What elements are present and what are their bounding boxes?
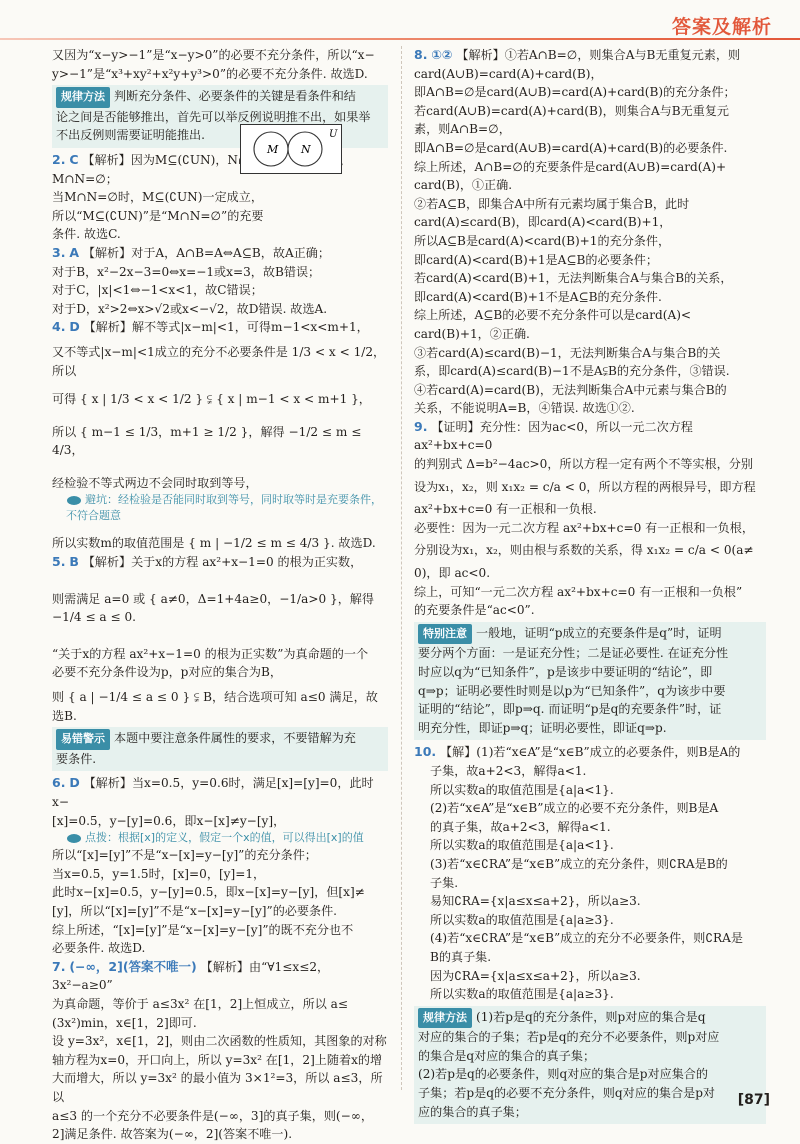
text-line: 所以实数a的取值范围是{a|a<1}. (430, 838, 614, 853)
text-line: [y]，所以“[x]=[y]”不是“x−[x]=y−[y]”的必要条件. (52, 903, 338, 918)
text-line: 则 { a | −1/4 ≤ a ≤ 0 } ⫋ B，结合选项可知 a≤0 满足，故选B. (52, 690, 378, 723)
venn-label-n: N (301, 143, 311, 156)
text-line: 综上，可知“一元二次方程 ax²+bx+c=0 有一正根和一负根” (414, 584, 743, 599)
text-line: (3)若“x∈∁RA”是“x∈B”成立的充分条件，则∁RA是B的 (430, 856, 728, 871)
text-line: 综上所述，A∩B=∅的充要条件是card(A∪B)=card(A)+ (414, 159, 727, 174)
question-number: 5. (52, 554, 66, 570)
text-line: 【证明】充分性：因为ac<0，所以一元二次方程 ax²+bx+c=0 (414, 419, 693, 453)
text-line: 又因为“x−y>−1”是“x−y>0”的必要不充分条件，所以“x− (52, 48, 375, 62)
text-line: card(B)+1，②正确. (414, 326, 530, 341)
text-line: card(B)，①正确. (414, 178, 513, 193)
text-line: 当M∩N=∅时，M⊆(∁UN)一定成立， (52, 190, 263, 205)
question-6 (52, 774, 388, 957)
text-line: 所以“M⊆(∁UN)”是“M∩N=∅”的充要 (52, 208, 264, 223)
text-line: 的真子集，故a+2<3，解得a<1. (430, 819, 611, 834)
text-line: card(A∪B)=card(A)+card(B)， (414, 66, 603, 81)
text-line: 则需满足 a=0 或 { a≠0，Δ=1+4a≥0，−1/a>0 }，解得 −1/4 ≤ a ≤ 0. (52, 591, 374, 625)
text-line: 必要性：因为一元二次方程 ax²+bx+c=0 有一正根和一负根， (414, 520, 754, 535)
question-answer: B (69, 554, 79, 570)
question-answer: ①② (431, 47, 453, 62)
text-line: 又不等式|x−m|<1成立的充分不必要条件是 1/3 < x < 1/2，所以 (52, 344, 386, 378)
text-line: 所以实数a的取值范围是{a|a<1}. (430, 782, 614, 797)
tip-text: 要分两个方面：一是证充分性；二是证必要性. 在证充分性 (418, 646, 729, 661)
tip-text: 一般地，证明“p成立的充要条件是q”时，证明 (476, 625, 722, 640)
tip-label: 特别注意 (418, 624, 472, 645)
text-line: 所以“[x]=[y]”不是“x−[x]=y−[y]”的充分条件； (52, 848, 317, 863)
tip-text: 判断充分条件、必要条件的关键是看条件和结 (114, 89, 356, 104)
tip-label: 规律方法 (418, 1008, 472, 1029)
text-line: ax²+bx+c=0 有一正根和一负根. (414, 502, 597, 517)
avoid-pitfall-note (52, 492, 388, 524)
text-line: 经检验不等式两边不会同时取到等号， (52, 475, 258, 490)
page-header-title: 答案及解析 (671, 16, 772, 38)
text-line: (2)若“x∈A”是“x∈B”成立的必要不充分条件，则B是A (430, 801, 719, 816)
question-number: 7. (52, 958, 66, 974)
method-tip-box (414, 1006, 766, 1125)
text-line: 所以 { m−1 ≤ 1/3，m+1 ≥ 1/2 }，解得 −1/2 ≤ m ≤ 4/3， (52, 424, 362, 458)
text-line: 必要不充分条件设为p，p对应的集合为B， (52, 665, 282, 680)
page-number: [87] (737, 1092, 770, 1108)
text-line: a≤3 的一个充分不必要条件是(−∞，3]的真子集，则(−∞， (52, 1108, 373, 1123)
error-warning-box (52, 727, 388, 771)
question-number: 3. (52, 244, 66, 260)
text-line: 系，即card(A)≤card(B)−1不是A⫋B的充分条件，③错误. (414, 364, 730, 379)
text-line: “关于x的方程 ax²+x−1=0 的根为正实数”为真命题的一个 (52, 646, 369, 661)
text-line: card(A)≤card(B)，即card(A)<card(B)+1， (414, 215, 672, 230)
left-column (52, 46, 388, 1144)
text-line: 若card(A)<card(B)+1，无法判断集合A与集合B的关系， (414, 271, 733, 286)
text-line: 【解】(1)若“x∈A”是“x∈B”成立的必要条件，则B是A的 (440, 745, 741, 760)
text-line: 所以实数a的取值范围是{a|a≥3}. (430, 987, 614, 1002)
question-number: 8. (414, 47, 428, 62)
text-line: 子集. (430, 875, 459, 890)
question-5 (52, 553, 388, 725)
tip-text: 证明的“结论”，即p⇒q. 而证明“p是q的充要条件”时，证 (418, 702, 722, 717)
text-line: 所以A⊆B是card(A)<card(B)+1的充分条件， (414, 233, 671, 248)
tip-label: 易错警示 (56, 729, 110, 750)
text-line: 此时x−[x]=0.5，y−[y]=0.5，即x−[x]=y−[y]，但[x]≠ (52, 885, 365, 900)
text-line: 所以实数a的取值范围是{a|a≥3}. (430, 912, 614, 927)
page-number-value: 87 (744, 1092, 764, 1108)
tip-text: 明充分性，即证p⇒q；证明必要性，即证q⇒p. (418, 720, 667, 735)
tip-text: 应的集合的真子集； (418, 1104, 527, 1119)
venn-label-u: U (329, 129, 338, 140)
text-line: y>−1”是“x³+xy²+x²y+y³>0”的必要不充分条件. 故选D. (52, 66, 368, 81)
text-line: 大而增大，所以 y=3x² 的最小值为 3×1²=3，所以 a≤3，所以 (52, 1071, 383, 1104)
text-line: 【解析】对于A，A∩B=A⇔A⊆B，故A正确； (82, 245, 330, 260)
question-3 (52, 244, 388, 318)
tip-text: q⇒p；证明必要性时则是以p为“已知条件”，q为该步中要 (418, 683, 726, 698)
text-line: 即card(A)<card(B)+1是A⊆B的必要条件； (414, 252, 658, 267)
question-10 (414, 743, 766, 1003)
text-line: 即card(A)<card(B)+1不是A⊆B的充分条件. (414, 289, 662, 304)
tip-text: (2)若p是q的必要条件，则q对应的集合是p对应集合的 (418, 1067, 708, 1082)
text-line: 【解析】因为M⊆(∁UN)，N∩(∁UN)=∅，所以M∩N=∅； (52, 152, 344, 186)
text-line: 素，则A∩B=∅， (414, 122, 511, 137)
question-7 (52, 958, 388, 1144)
special-note-box (414, 622, 766, 741)
text-line: 【解析】关于x的方程 ax²+x−1=0 的根为正实数， (82, 555, 363, 570)
text-line: 【解析】解不等式|x−m|<1，可得m−1<x<m+1， (83, 320, 369, 335)
text-line: 设 y=3x²，x∈[1，2]，则由二次函数的性质知，其图象的对称 (52, 1034, 387, 1049)
text-line: 可得 { x | 1/3 < x < 1/2 } ⫋ { x | m−1 < x < m+1 }， (52, 392, 371, 407)
pitfall-icon (66, 495, 82, 506)
question-answer: A (69, 244, 79, 260)
text-line: 必要条件. 故选D. (52, 941, 146, 956)
note-text: 避坑：经检验是否能同时取到等号，同时取等时是充要条件，不符合题意 (66, 493, 382, 523)
question-number: 2. (52, 151, 66, 167)
text-line: ②若A⊆B，即集合A中所有元素均属于集合B，此时 (414, 196, 690, 211)
text-line: 轴方程为x=0，开口向上，所以 y=3x² 在[1，2]上随着x的增 (52, 1052, 383, 1067)
text-line: 关系，不能说明A=B，④错误. 故选①②. (414, 401, 635, 416)
text-line: ④若card(A)=card(B)，无法判断集合A中元素与集合B的 (414, 382, 727, 397)
text-line: 即A∩B=∅是card(A∪B)=card(A)+card(B)的必要条件. (414, 140, 728, 155)
text-line: 【解析】①若A∩B=∅，则集合A与B无重复元素，则 (456, 48, 741, 62)
question-4 (52, 318, 388, 553)
tip-text: 本题中要注意条件属性的要求，不要错解为充 (114, 731, 356, 746)
text-line: 易知∁RA={x|a≤x≤a+2}，所以a≥3. (430, 894, 641, 909)
question-number: 10. (414, 744, 437, 760)
text-line: 因为∁RA={x|a≤x≤a+2}，所以a≥3. (430, 968, 641, 983)
question-answer: D (69, 319, 80, 335)
note-text: 点拨：根据[x]的定义，假定一个x的值，可以得出[x]的值 (85, 831, 364, 845)
tip-label: 规律方法 (56, 87, 110, 108)
text-line: 所以实数m的取值范围是 { m | −1/2 ≤ m ≤ 4/3 }. 故选D. (52, 536, 376, 551)
question-number: 9. (414, 418, 428, 434)
question-answer: D (69, 775, 80, 791)
text-line: 的充要条件是“ac<0”. (414, 603, 535, 618)
text-line: 即A∩B=∅是card(A∪B)=card(A)+card(B)的充分条件； (414, 85, 736, 100)
question-number: 4. (52, 319, 66, 335)
tip-text: 子集；若p是q的必要不充分条件，则q对应的集合是p对 (418, 1086, 716, 1101)
question-answer: (−∞，2](答案不唯一) (69, 958, 197, 974)
text-line: 为真命题，等价于 a≤3x² 在[1，2]上恒成立，所以 a≤ (52, 996, 349, 1011)
tip-text: 的集合是q对应的集合的真子集； (418, 1048, 596, 1063)
text-line: 对于B，x²−2x−3=0⇔x=−1或x=3，故B错误； (52, 264, 321, 279)
text-line: 子集，故a+2<3，解得a<1. (430, 763, 587, 778)
hint-note (52, 830, 388, 846)
text-line: 分别设为x₁，x₂，则由根与系数的关系，得 x₁x₂ = c/a < 0(a≠ (414, 543, 754, 558)
text-line: 综上所述，“[x]=[y]”是“x−[x]=y−[y]”的既不充分也不 (52, 922, 354, 937)
text-line: 2]满足条件. 故答案为(−∞，2](答案不唯一). (52, 1127, 293, 1142)
venn-label-m: M (267, 143, 279, 156)
text-line: 若card(A∪B)=card(A)+card(B)，则集合A与B无重复元 (414, 103, 730, 118)
text-line: 当x=0.5，y=1.5时，[x]=0，[y]=1， (52, 866, 266, 881)
tip-text: 论之间是否能够推出，首先可以举反例说明推不出，如果举 (56, 109, 371, 124)
right-column (414, 46, 766, 1127)
question-8 (414, 46, 766, 418)
text-line: 对于C，|x|<1⇔−1<x<1，故C错误； (52, 283, 263, 298)
question-number: 6. (52, 775, 66, 791)
text-line: 综上所述，A⊆B的必要不充分条件可以是card(A)< (414, 308, 692, 323)
question-9 (414, 418, 766, 620)
tip-text: (1)若p是q的充分条件，则p对应的集合是q (476, 1009, 706, 1024)
text-line: 设为x₁，x₂，则 x₁x₂ = c/a < 0，所以方程的两根异号，即方程 (414, 479, 756, 494)
text-line: 条件. 故选C. (52, 227, 121, 242)
question-answer: C (69, 151, 79, 167)
column-divider (401, 46, 402, 1090)
text-line: 【解析】当x=0.5，y=0.6时，满足[x]=[y]=0，此时x− (52, 776, 374, 809)
text-line: (3x²)min，x∈[1，2]即可. (52, 1015, 197, 1030)
text-line: 【解析】由“∀1≤x≤2，3x²−a≥0” (52, 959, 330, 993)
text-line: B的真子集. (430, 949, 492, 964)
venn-diagram (240, 124, 342, 174)
tip-text: 对应的集合的子集；若p是q的充分不必要条件，则p对应 (418, 1030, 720, 1045)
header-rule (0, 38, 800, 40)
text-line: [x]=0.5，y−[y]=0.6，即x−[x]≠y−[y]， (52, 813, 286, 828)
text-line: (4)若“x∈∁RA”是“x∈B”成立的充分不必要条件，则∁RA是 (430, 931, 743, 946)
tip-text: 不出反例则需要证明能推出. (56, 128, 205, 143)
text-line: 的判别式 Δ=b²−4ac>0，所以方程一定有两个不等实根，分别 (414, 457, 753, 472)
hint-icon (66, 833, 82, 844)
text-line: ③若card(A)≤card(B)−1，无法判断集合A与集合B的关 (414, 345, 721, 360)
tip-text: 要条件. (56, 751, 97, 766)
text-line: 对于D，x²>2⇔x>√2或x<−√2，故D错误. 故选A. (52, 301, 328, 316)
tip-text: 时应以q为“已知条件”，p是该步中要证明的“结论”，即 (418, 665, 713, 679)
text-line: 0)，即 ac<0. (414, 566, 491, 581)
